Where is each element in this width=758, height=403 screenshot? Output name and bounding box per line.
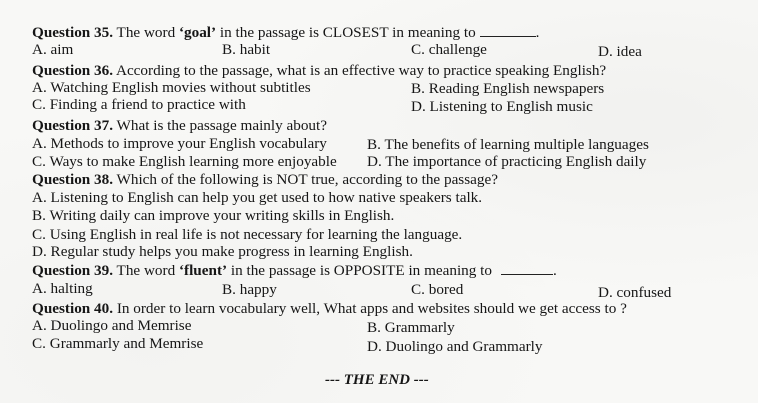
option-36-b: B. Reading English newspapers xyxy=(411,80,605,97)
question-35-keyword: ‘goal’ xyxy=(178,24,217,41)
option-40-d: D. Duolingo and Grammarly xyxy=(367,338,543,355)
the-end-footer: --- THE END --- xyxy=(325,372,429,388)
question-37-text: What is the passage mainly about? xyxy=(113,117,327,134)
option-39-b: B. happy xyxy=(222,281,277,298)
option-38-b: B. Writing daily can improve your writing skills in English. xyxy=(32,207,395,224)
question-39-keyword: ‘fluent’ xyxy=(178,262,228,279)
question-35-post: in the passage is CLOSEST in meaning to xyxy=(216,24,476,41)
option-36-c: C. Finding a friend to practice with xyxy=(32,96,246,113)
question-39-stem xyxy=(32,262,557,279)
option-35-a: A. aim xyxy=(32,41,74,58)
option-40-b: B. Grammarly xyxy=(367,319,455,336)
option-37-c: C. Ways to make English learning more enjoyable xyxy=(32,153,337,170)
question-36-stem xyxy=(32,62,606,79)
option-37-d: D. The importance of practicing English daily xyxy=(367,153,647,170)
question-36-text: According to the passage, what is an effective way to practice speaking English? xyxy=(113,62,607,79)
question-35-stem xyxy=(32,24,539,41)
option-35-c: C. challenge xyxy=(411,41,487,58)
option-36-d: D. Listening to English music xyxy=(411,98,593,115)
question-39-post: in the passage is OPPOSITE in meaning to xyxy=(227,262,492,279)
question-38-stem xyxy=(32,171,498,188)
option-36-a: A. Watching English movies without subtitles xyxy=(32,79,311,96)
option-37-b: B. The benefits of learning multiple languages xyxy=(367,136,649,153)
question-38-number: Question 38. xyxy=(32,171,114,188)
question-40-stem xyxy=(32,300,627,317)
option-37-a: A. Methods to improve your English vocabulary xyxy=(32,135,327,152)
question-38-text: Which of the following is NOT true, according to the passage? xyxy=(113,171,498,188)
option-38-d: D. Regular study helps you make progress in learning English. xyxy=(32,243,413,260)
option-39-d: D. confused xyxy=(598,284,672,301)
option-40-a: A. Duolingo and Memrise xyxy=(32,317,192,334)
answer-blank xyxy=(501,262,553,275)
option-38-a: A. Listening to English can help you get used to how native speakers talk. xyxy=(32,189,483,206)
option-38-c: C. Using English in real life is not necessary for learning the language. xyxy=(32,226,463,243)
question-39-number: Question 39. xyxy=(32,262,114,279)
option-39-a: A. halting xyxy=(32,280,93,297)
option-35-b: B. habit xyxy=(222,41,271,58)
question-39-pre: The word xyxy=(113,262,179,279)
question-37-number: Question 37. xyxy=(32,117,114,134)
answer-blank xyxy=(480,24,536,37)
question-40-number: Question 40. xyxy=(32,300,114,317)
option-39-c: C. bored xyxy=(411,281,464,298)
question-35-tail: . xyxy=(535,24,540,41)
question-35-pre: The word xyxy=(113,24,179,41)
question-37-stem xyxy=(32,117,327,134)
option-40-c: C. Grammarly and Memrise xyxy=(32,335,204,352)
question-35-number: Question 35. xyxy=(32,24,114,41)
question-36-number: Question 36. xyxy=(32,62,114,79)
question-39-tail: . xyxy=(552,262,557,279)
question-40-text: In order to learn vocabulary well, What apps and websites should we get access to ? xyxy=(113,300,627,317)
option-35-d: D. idea xyxy=(598,43,642,60)
